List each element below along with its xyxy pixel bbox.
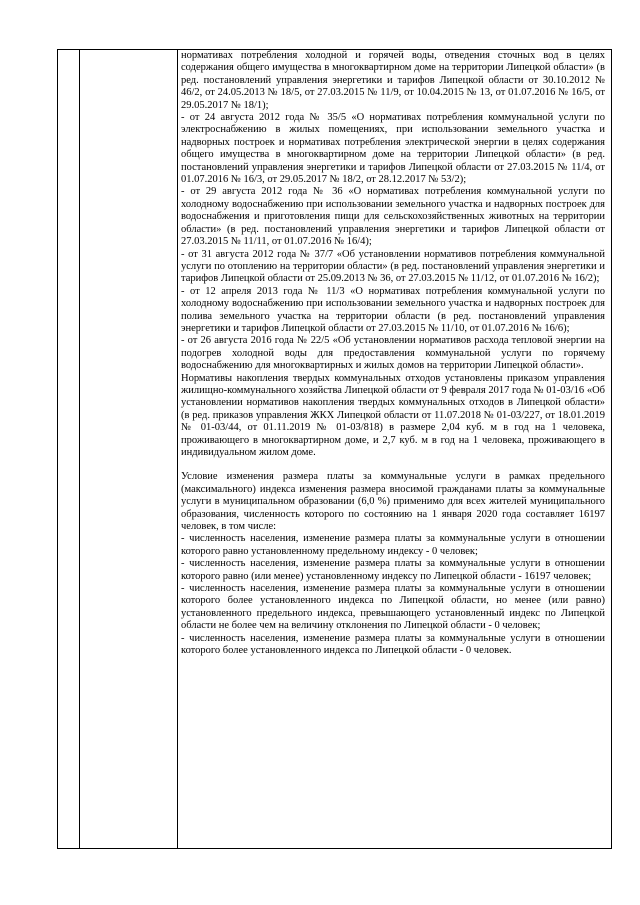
paragraph-hot-water-heat: - от 26 августа 2016 года № 22/5 «Об установлении нормативов расхода тепловой энергии на подогрев холодной воды для предоставления коммунальной услуги по горячему водоснабжению для многоквартирных и жилых домов на территории Липецкой области». [181,335,605,372]
text-cell [181,50,605,846]
paragraph-population-4: - численность населения, изменение размера платы за коммунальные услуги в отношении которого более установленного индекса по Липецкой области - 0 человек. [181,632,605,657]
paragraph-irrigation-norms: - от 12 апреля 2013 года № 11/3 «О нормативах потребления коммунальной услуги по холодному водоснабжению при использовании земельного участка и надворных построек для полива земельного участка на территории области (в ред. постановлений управления энергетики и тарифов Липецкой области от 27.03.2015 № 11/10, от 01.07.2016 № 16/6); [181,285,605,334]
paragraph-cold-water-animals: - от 29 августа 2012 года № 36 «О нормативах потребления коммунальной услуги по холодному водоснабжению при использовании земельного участка и надворных построек для водоснабжения и приготовления пищи для сельскохозяйственных животных на территории области» (в ред. постановлений управления энергетики и тарифов Липецкой области от 27.03.2015 № 11/11, от 01.07.2016 № 16/4); [181,186,605,248]
paragraph-electricity-norms: - от 24 августа 2012 года № 35/5 «О нормативах потребления коммунальной услуги по электроснабжению в жилых помещениях, при использовании земельного участка и надворных построек и нормативах потребления электрической энергии в целях содержания общего имущества в многоквартирном доме на территории Липецкой области» (в ред. постановлений управления энергетики и тарифов Липецкой области от 27.03.2015 № 11/4, от 01.07.2016 № 16/3, от 29.05.2017 № 18/2, от 28.12.2017 № 53/2); [181,112,605,186]
paragraph-population-2: - численность населения, изменение размера платы за коммунальные услуги в отношении которого равно (или менее) установленному индексу по Липецкой области - 16197 человек; [181,558,605,582]
paragraph-water-norms: нормативах потребления холодной и горячей воды, отведения сточных вод в целях содержания общего имущества в многоквартирном доме на территории Липецкой области» (в ред. постановлений управления энергетики и тарифов Липецкой области от 30.10.2012 № 46/2, от 24.05.2013 № 18/5, от 27.03.2015 № 11/9, от 10.04.2015 № 13, от 01.07.2016 № 16/5, от 29.05.2017 № 18/1); [181,50,605,111]
paragraph-population-3: - численность населения, изменение размера платы за коммунальные услуги в отношении которого более установленного индекса по Липецкой области, но менее (или равно) установленного предельного индекса, превышающего установленный индекс по Липецкой области не более чем на величину отклонения по Липецкой области - 0 человек; [181,583,605,632]
column-divider-2 [177,49,178,849]
spacer [181,459,605,471]
paragraph-population-1: - численность населения, изменение размера платы за коммунальные услуги в отношении которого равно установленному предельному индексу - 0 человек; [181,533,605,557]
column-divider-1 [79,49,80,849]
paragraph-waste-norms: Нормативы накопления твердых коммунальных отходов установлены приказом управления жилищно-коммунального хозяйства Липецкой области от 9 февраля 2017 года № 01-03/16 «Об установлении нормативов накопления твердых коммунальных отходов в Липецкой области» (в ред. приказов управления ЖКХ Липецкой области от 11.07.2018 № 01-03/227, от 18.01.2019 № 01-03/44, от 01.11.2019 № 01-03/818) в размере 2,04 куб. м в год на 1 человека, проживающего в многоквартирном доме, и 2,7 куб. м в год на 1 человека, проживающего в индивидуальном жилом доме. [181,372,605,458]
paragraph-payment-index: Условие изменения размера платы за коммунальные услуги в рамках предельного (максимального) индекса изменения размера вносимой гражданами платы за коммунальные услуги в муниципальном образовании (6,0 %) применимо для всех жителей муниципального образования, численность которого по состоянию на 1 января 2020 года составляет 16197 человек, в том числе: [181,471,605,533]
paragraph-heating-norms: - от 31 августа 2012 года № 37/7 «Об установлении нормативов потребления коммунальной услуги по отоплению на территории области» (в ред. постановлений управления энергетики и тарифов Липецкой области от 25.09.2013 № 36, от 27.03.2015 № 11/12, от 01.07.2016 № 16/2); [181,248,605,285]
